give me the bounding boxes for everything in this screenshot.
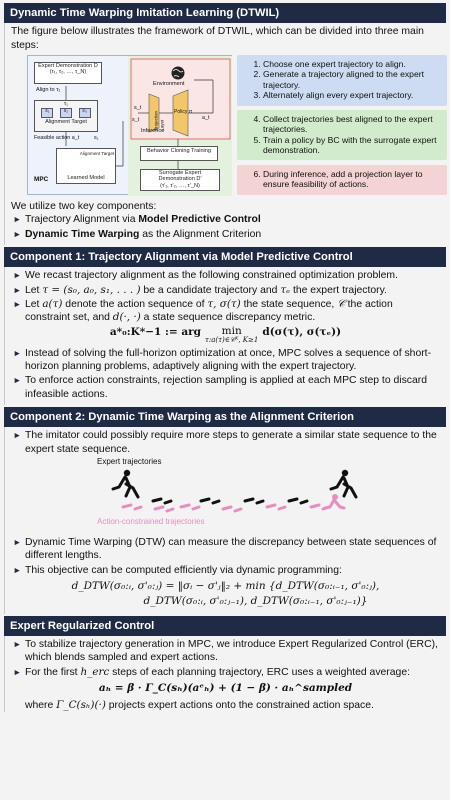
s2-bullet-3: ► This objective can be computed efficiently via dynamic programming: — [13, 564, 440, 577]
steps-box-red — [237, 165, 447, 195]
expert-demo-box — [34, 62, 102, 84]
intro-block — [4, 23, 446, 245]
framework-diagram — [27, 55, 232, 195]
state-cell-1: s₁ — [41, 108, 53, 118]
step-1: 1. Choose one expert trajectory to align. — [263, 59, 443, 69]
s1-bullet-4: ► Instead of solving the full-horizon optimization at once, MPC solves a sequence of short-horizon planning problems, adaptively aligning with the expert trajectory. — [13, 347, 440, 374]
constrained-trace-marks — [123, 505, 329, 511]
component-item-1: ► Trajectory Alignment via Model Predictive Control — [13, 213, 440, 226]
s3-where: where Γ_C(sₕ)(·) projects expert actions onto the constrained action space. — [25, 698, 374, 711]
component-item-2: ► Dynamic Time Warping as the Alignment Criterion — [13, 228, 440, 241]
learned-model-box — [56, 148, 116, 184]
dtw-illustration — [5, 457, 446, 535]
constrained-trajectories-label: Action-constrained trajectories — [97, 517, 205, 527]
st-label: s_t — [134, 104, 142, 111]
at-label: a_t — [202, 114, 210, 121]
s1-bullet-1: ► We recast trajectory alignment as the following constrained optimization problem. — [13, 269, 440, 282]
s2-equation-line-1: d_DTW(σ₀:ᵢ, σ'₀:ⱼ) = ‖σᵢ − σ'ⱼ‖₂ + min {d_DTW(σ₀:ᵢ₋₁, σ'₀:ⱼ), — [71, 579, 380, 592]
bc-training-box — [140, 146, 218, 161]
section1-body — [4, 267, 446, 405]
components-list — [5, 213, 446, 245]
s1-bullet-3: ► Let a(τ) denote the action sequence of τ, σ(τ) the state sequence, 𝒞 the action constraint set, and d(·, ·) a state sequence discrepancy metric. — [13, 298, 440, 325]
steps-list-3 — [241, 169, 443, 190]
alignment-target-small-label: Alignment Target — [79, 150, 115, 156]
steps-list-2 — [241, 114, 443, 155]
expert-demo-label: Expert Demonstration D — [38, 62, 98, 69]
section3-title: Expert Regularized Control — [10, 619, 155, 632]
main-title: Dynamic Time Warping Imitation Learning (DTWIL) — [10, 7, 280, 19]
s2-equation-line-2: d_DTW(σ₀:ᵢ, σ'₀:ⱼ₋₁), d_DTW(σ₀:ᵢ₋₁, σ'₀:ⱼ₋₁)} — [143, 595, 368, 608]
expert-demo-seq: (τ₁, τ₂, …, τ_N) — [49, 69, 87, 76]
step-4: 4. Collect trajectories best aligned to the expert trajectories. — [263, 114, 443, 135]
s1-equation: a*₀:K*−1 := arg min τ:a(τ)∈𝒞ᴷ, K≥1 d(σ(τ), σ(τₑ)) — [109, 325, 342, 345]
section2-list-2 — [5, 536, 446, 577]
section2-title: Component 2: Dynamic Time Warping as the Alignment Criterion — [10, 411, 354, 424]
expert-runner-2 — [331, 470, 356, 497]
s3-bullet-2: ► For the first h_erc steps of each planning trajectory, ERC uses a weighted average: — [13, 666, 440, 679]
steps-box-blue — [237, 55, 447, 106]
section2-list — [5, 429, 446, 456]
s1-bullet-2: ► Let τ = (s₀, a₀, s₁, . . . ) be a candidate trajectory and τₑ the expert trajectory. — [13, 284, 440, 297]
surrogate-box — [140, 169, 220, 191]
section3-header — [4, 616, 446, 636]
components-intro: We utilize two key components: — [11, 200, 157, 212]
s3-bullet-1: ► To stabilize trajectory generation in MPC, we introduce Expert Regularized Control (ERC), which blends sampled and expert actions. — [13, 638, 440, 665]
expert-runner-1 — [113, 470, 138, 497]
main-header — [4, 3, 446, 23]
projection-layer-label: Projection Layer — [153, 111, 164, 131]
expert-trace-marks — [153, 499, 307, 503]
state-cell-2: s₂ — [60, 108, 72, 118]
section1-list-2 — [5, 347, 446, 401]
surrogate-seq: (τ'₁, τ'₂, …, τ'_N) — [160, 182, 200, 189]
s1-arrow-label: s₁ — [94, 134, 99, 141]
steps-list-1 — [241, 59, 443, 100]
environment-label: Environment — [153, 80, 185, 87]
intro-text: The figure below illustrates the framework of DTWIL, which can be divided into three main steps: — [11, 26, 424, 51]
globe-icon — [172, 66, 185, 79]
bc-training-label: Behavior Cloning Training — [146, 147, 212, 154]
section2-header — [4, 407, 446, 427]
s2-bullet-1: ► The imitator could possibly require more steps to generate a similar state sequence to the expert state sequence. — [13, 429, 440, 456]
step-3: 3. Alternately align every expert trajectory. — [263, 90, 443, 100]
surrogate-label: Surrogate Expert Demonstration D' — [158, 169, 202, 183]
step-6: 6. During inference, add a projection layer to ensure feasibility of actions. — [263, 169, 443, 190]
learned-model-label: Learned Model — [67, 174, 105, 181]
framework-figure — [5, 55, 446, 197]
state-cell-3: s₃ — [79, 108, 91, 118]
dtw-svg — [5, 457, 445, 535]
section1-header — [4, 247, 446, 267]
section2-body — [4, 427, 446, 613]
s3-equation: aₕ = β · Γ_C(sₕ)(aᵉₕ) + (1 − β) · aₕ^sampled — [98, 682, 353, 695]
s2-bullet-2: ► Dynamic Time Warping (DTW) can measure the discrepancy between state sequences of different lengths. — [13, 536, 440, 563]
s1-bullet-5: ► To enforce action constraints, rejection sampling is applied at each MPC step to discard infeasible actions. — [13, 374, 440, 401]
policy-label: Policy π — [174, 108, 193, 115]
section3-list — [5, 638, 446, 679]
section3-body — [4, 636, 446, 712]
section1-title: Component 1: Trajectory Alignment via Model Predictive Control — [10, 250, 353, 263]
alignment-target-label: Alignment Target — [45, 119, 87, 126]
steps-box-green — [237, 110, 447, 160]
feasible-action-label: Feasible action a_t — [34, 134, 80, 141]
inference-label: Inference — [141, 127, 165, 134]
align-to-label: Align to τ₁ — [36, 86, 61, 93]
expert-trajectories-label: Expert trajectories — [97, 457, 162, 467]
step-2: 2. Generate a trajectory aligned to the expert trajectory. — [263, 69, 443, 90]
section1-list — [5, 269, 446, 324]
alignment-target-box — [34, 100, 98, 132]
step-5: 5. Train a policy by BC with the surrogate expert demonstration. — [263, 135, 443, 156]
mpc-label: MPC — [34, 175, 49, 183]
st2-label: s_t — [132, 116, 140, 123]
tau1-label: τ₁ — [64, 100, 68, 107]
